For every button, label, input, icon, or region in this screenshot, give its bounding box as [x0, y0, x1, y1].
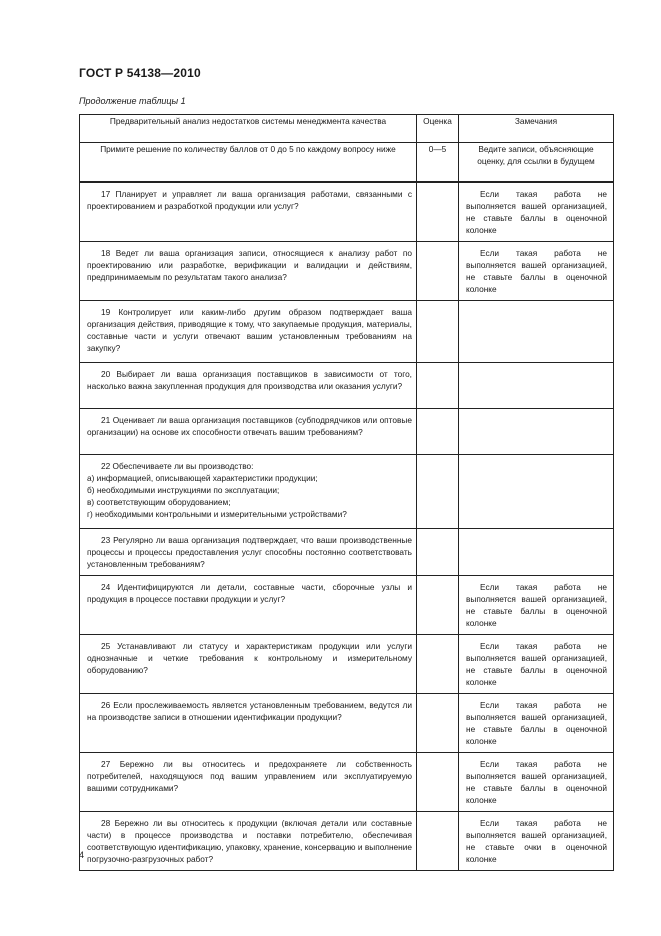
question-intro: 22 Обеспечиваете ли вы производство: — [101, 461, 254, 471]
score-cell[interactable] — [417, 409, 459, 455]
instruction-score-range: Примите решение по количеству баллов от 0 до 5 по каждому вопросу ниже — [80, 143, 417, 183]
table-subheader-row — [80, 143, 614, 183]
question-text: 27 Бережно ли вы относитесь и предохраняете ли собственность потребителей, находящуюся под вашим управлением или эксплуатируемую вашими сотрудниками? — [80, 753, 417, 812]
list-item: г) необходимыми контрольными и измерительными устройствами? — [87, 509, 347, 519]
remark-cell — [459, 455, 614, 529]
remark-cell — [459, 301, 614, 363]
table-row — [80, 182, 614, 242]
question-text: 24 Идентифицируются ли детали, составные части, сборочные узлы и продукция в процессе поставки продукции и услуг? — [80, 576, 417, 635]
score-cell[interactable] — [417, 529, 459, 576]
question-text: 21 Оценивает ли ваша организация поставщиков (субподрядчиков или оптовые организации) на основе их способности отвечать вашим требованиям? — [80, 409, 417, 455]
score-cell[interactable] — [417, 242, 459, 301]
column-header-analysis: Предварительный анализ недостатков системы менеджмента качества — [80, 115, 417, 143]
remark-cell — [459, 529, 614, 576]
table-row — [80, 529, 614, 576]
remark-cell: Если такая работа не выполняется вашей организацией, не ставьте баллы в оценочной колонке — [459, 182, 614, 242]
column-header-score: Оценка — [417, 115, 459, 143]
remark-cell — [459, 409, 614, 455]
score-cell[interactable] — [417, 635, 459, 694]
score-cell[interactable] — [417, 182, 459, 242]
score-cell[interactable] — [417, 753, 459, 812]
question-text — [80, 455, 417, 529]
remark-cell — [459, 363, 614, 409]
remark-cell: Если такая работа не выполняется вашей организацией, не ставьте очки в оценочной колонке — [459, 812, 614, 871]
table-row — [80, 812, 614, 871]
table-row — [80, 242, 614, 301]
assessment-table — [79, 114, 614, 871]
page-number: 4 — [79, 850, 85, 860]
question-text: 23 Регулярно ли ваша организация подтверждает, что ваши производственные процессы и процессы предоставления услуг способны постоянно соответствовать установленным требованиям? — [80, 529, 417, 576]
remark-cell: Если такая работа не выполняется вашей организацией, не ставьте баллы в оценочной колонке — [459, 242, 614, 301]
table-row — [80, 301, 614, 363]
instruction-remarks: Ведите записи, объясняющие оценку, для ссылки в будущем — [459, 143, 614, 183]
table-row — [80, 409, 614, 455]
score-cell[interactable] — [417, 576, 459, 635]
table-row — [80, 635, 614, 694]
list-item: а) информацией, описывающей характеристики продукции; — [87, 473, 318, 483]
remark-cell: Если такая работа не выполняется вашей организацией, не ставьте баллы в оценочной колонке — [459, 753, 614, 812]
list-item: б) необходимыми инструкциями по эксплуатации; — [87, 485, 280, 495]
question-text: 25 Устанавливают ли статусу и характеристикам продукции или услуги однозначные и четкие требования к контрольному и измерительному оборудованию? — [80, 635, 417, 694]
list-item: в) соответствующим оборудованием; — [87, 497, 231, 507]
table-row — [80, 694, 614, 753]
table-row — [80, 455, 614, 529]
score-cell[interactable] — [417, 363, 459, 409]
table-row — [80, 363, 614, 409]
table-continuation-label: Продолжение таблицы 1 — [79, 96, 186, 106]
score-range: 0—5 — [417, 143, 459, 183]
score-cell[interactable] — [417, 694, 459, 753]
question-text: 26 Если прослеживаемость является установленным требованием, ведутся ли на производстве записи в отношении идентификации продукции? — [80, 694, 417, 753]
score-cell[interactable] — [417, 812, 459, 871]
table-header-row — [80, 115, 614, 143]
remark-cell: Если такая работа не выполняется вашей организацией, не ставьте баллы в оценочной колонке — [459, 635, 614, 694]
question-text: 18 Ведет ли ваша организация записи, относящиеся к анализу работ по проектированию или разработке, верификации и валидации и действиям, предпринимаемым по результатам такого анализа? — [80, 242, 417, 301]
table-row — [80, 576, 614, 635]
score-cell[interactable] — [417, 301, 459, 363]
question-text: 17 Планирует и управляет ли ваша организация работами, связанными с проектированием и разработкой продукции или услуг? — [80, 182, 417, 242]
score-cell[interactable] — [417, 455, 459, 529]
question-text: 19 Контролирует или каким-либо другим образом подтверждает ваша организация действия, приводящие к тому, что закупаемые продукция, материалы, составные части и услуги отвечают вашим установленным требованиям на закупку? — [80, 301, 417, 363]
question-text: 28 Бережно ли вы относитесь к продукции (включая детали или составные части) в процессе производства и поставки потребителю, обеспечивая соответствующую идентификацию, упаковку, хранение, консервацию и выполнение погрузочно-разгрузочных работ? — [80, 812, 417, 871]
column-header-remarks: Замечания — [459, 115, 614, 143]
remark-cell: Если такая работа не выполняется вашей организацией, не ставьте баллы в оценочной колонке — [459, 576, 614, 635]
document-standard-code: ГОСТ Р 54138—2010 — [79, 66, 201, 80]
remark-cell: Если такая работа не выполняется вашей организацией, не ставьте баллы в оценочной колонке — [459, 694, 614, 753]
question-text: 20 Выбирает ли ваша организация поставщиков в зависимости от того, насколько важна закупленная продукция для производства или оказания услуги? — [80, 363, 417, 409]
table-row — [80, 753, 614, 812]
